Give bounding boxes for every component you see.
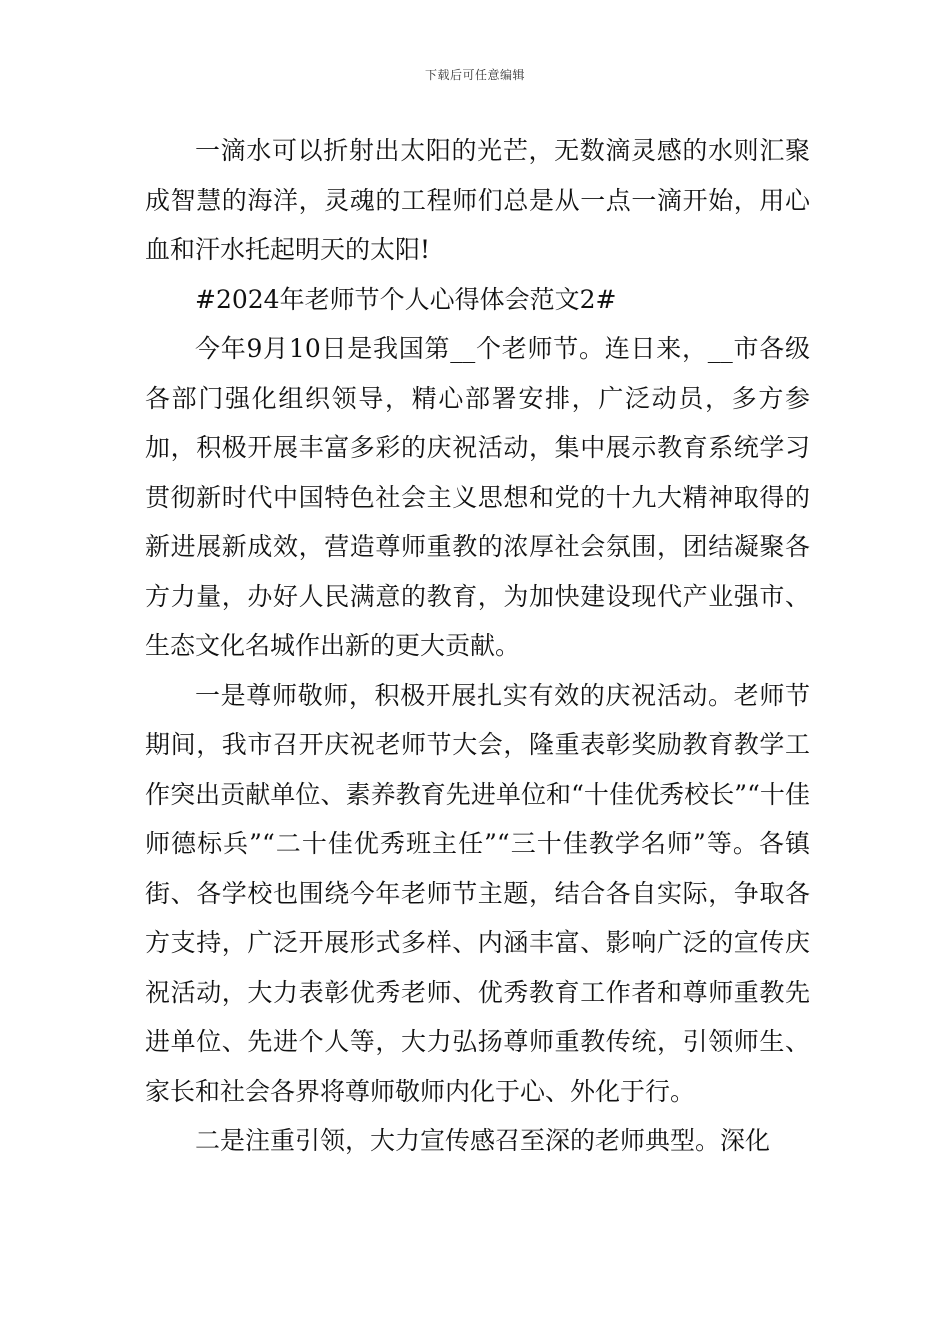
document-body	[145, 126, 810, 1166]
section-heading: #2024年老师节个人心得体会范文2#	[195, 284, 617, 314]
header-note: 下载后可任意编辑	[424, 68, 525, 82]
paragraph-point-one: 一是尊师敬师，积极开展扎实有效的庆祝活动。老师节期间，我市召开庆祝老师节大会，隆重表彰奖励教育教学工作突出贡献单位、素养教育先进单位和“十佳优秀校长”“十佳师德标兵”“二十佳优秀班主任”“三十佳教学名师”等。各镇街、各学校也围绕今年老师节主题，结合各自实际，争取各方支持，广泛开展形式多样、内涵丰富、影响广泛的宣传庆祝活动，大力表彰优秀老师、优秀教育工作者和尊师重教先进单位、先进个人等，大力弘扬尊师重教传统，引领师生、家长和社会各界将尊师敬师内化于心、外化于行。	[145, 680, 810, 1106]
paragraph-intro: 一滴水可以折射出太阳的光芒，无数滴灵感的水则汇聚成智慧的海洋，灵魂的工程师们总是从一点一滴开始，用心血和汗水托起明天的太阳!	[145, 136, 810, 264]
paragraph-overview: 今年9月10日是我国第__个老师节。连日来，__市各级各部门强化组织领导，精心部署安排，广泛动员，多方参加，积极开展丰富多彩的庆祝活动，集中展示教育系统学习贯彻新时代中国特色社会主义思想和党的十九大精神取得的新进展新成效，营造尊师重教的浓厚社会氛围，团结凝聚各方力量，办好人民满意的教育，为加快建设现代产业强市、生态文化名城作出新的更大贡献。	[145, 334, 810, 660]
paragraph-point-two: 二是注重引领，大力宣传感召至深的老师典型。深化	[195, 1126, 771, 1155]
